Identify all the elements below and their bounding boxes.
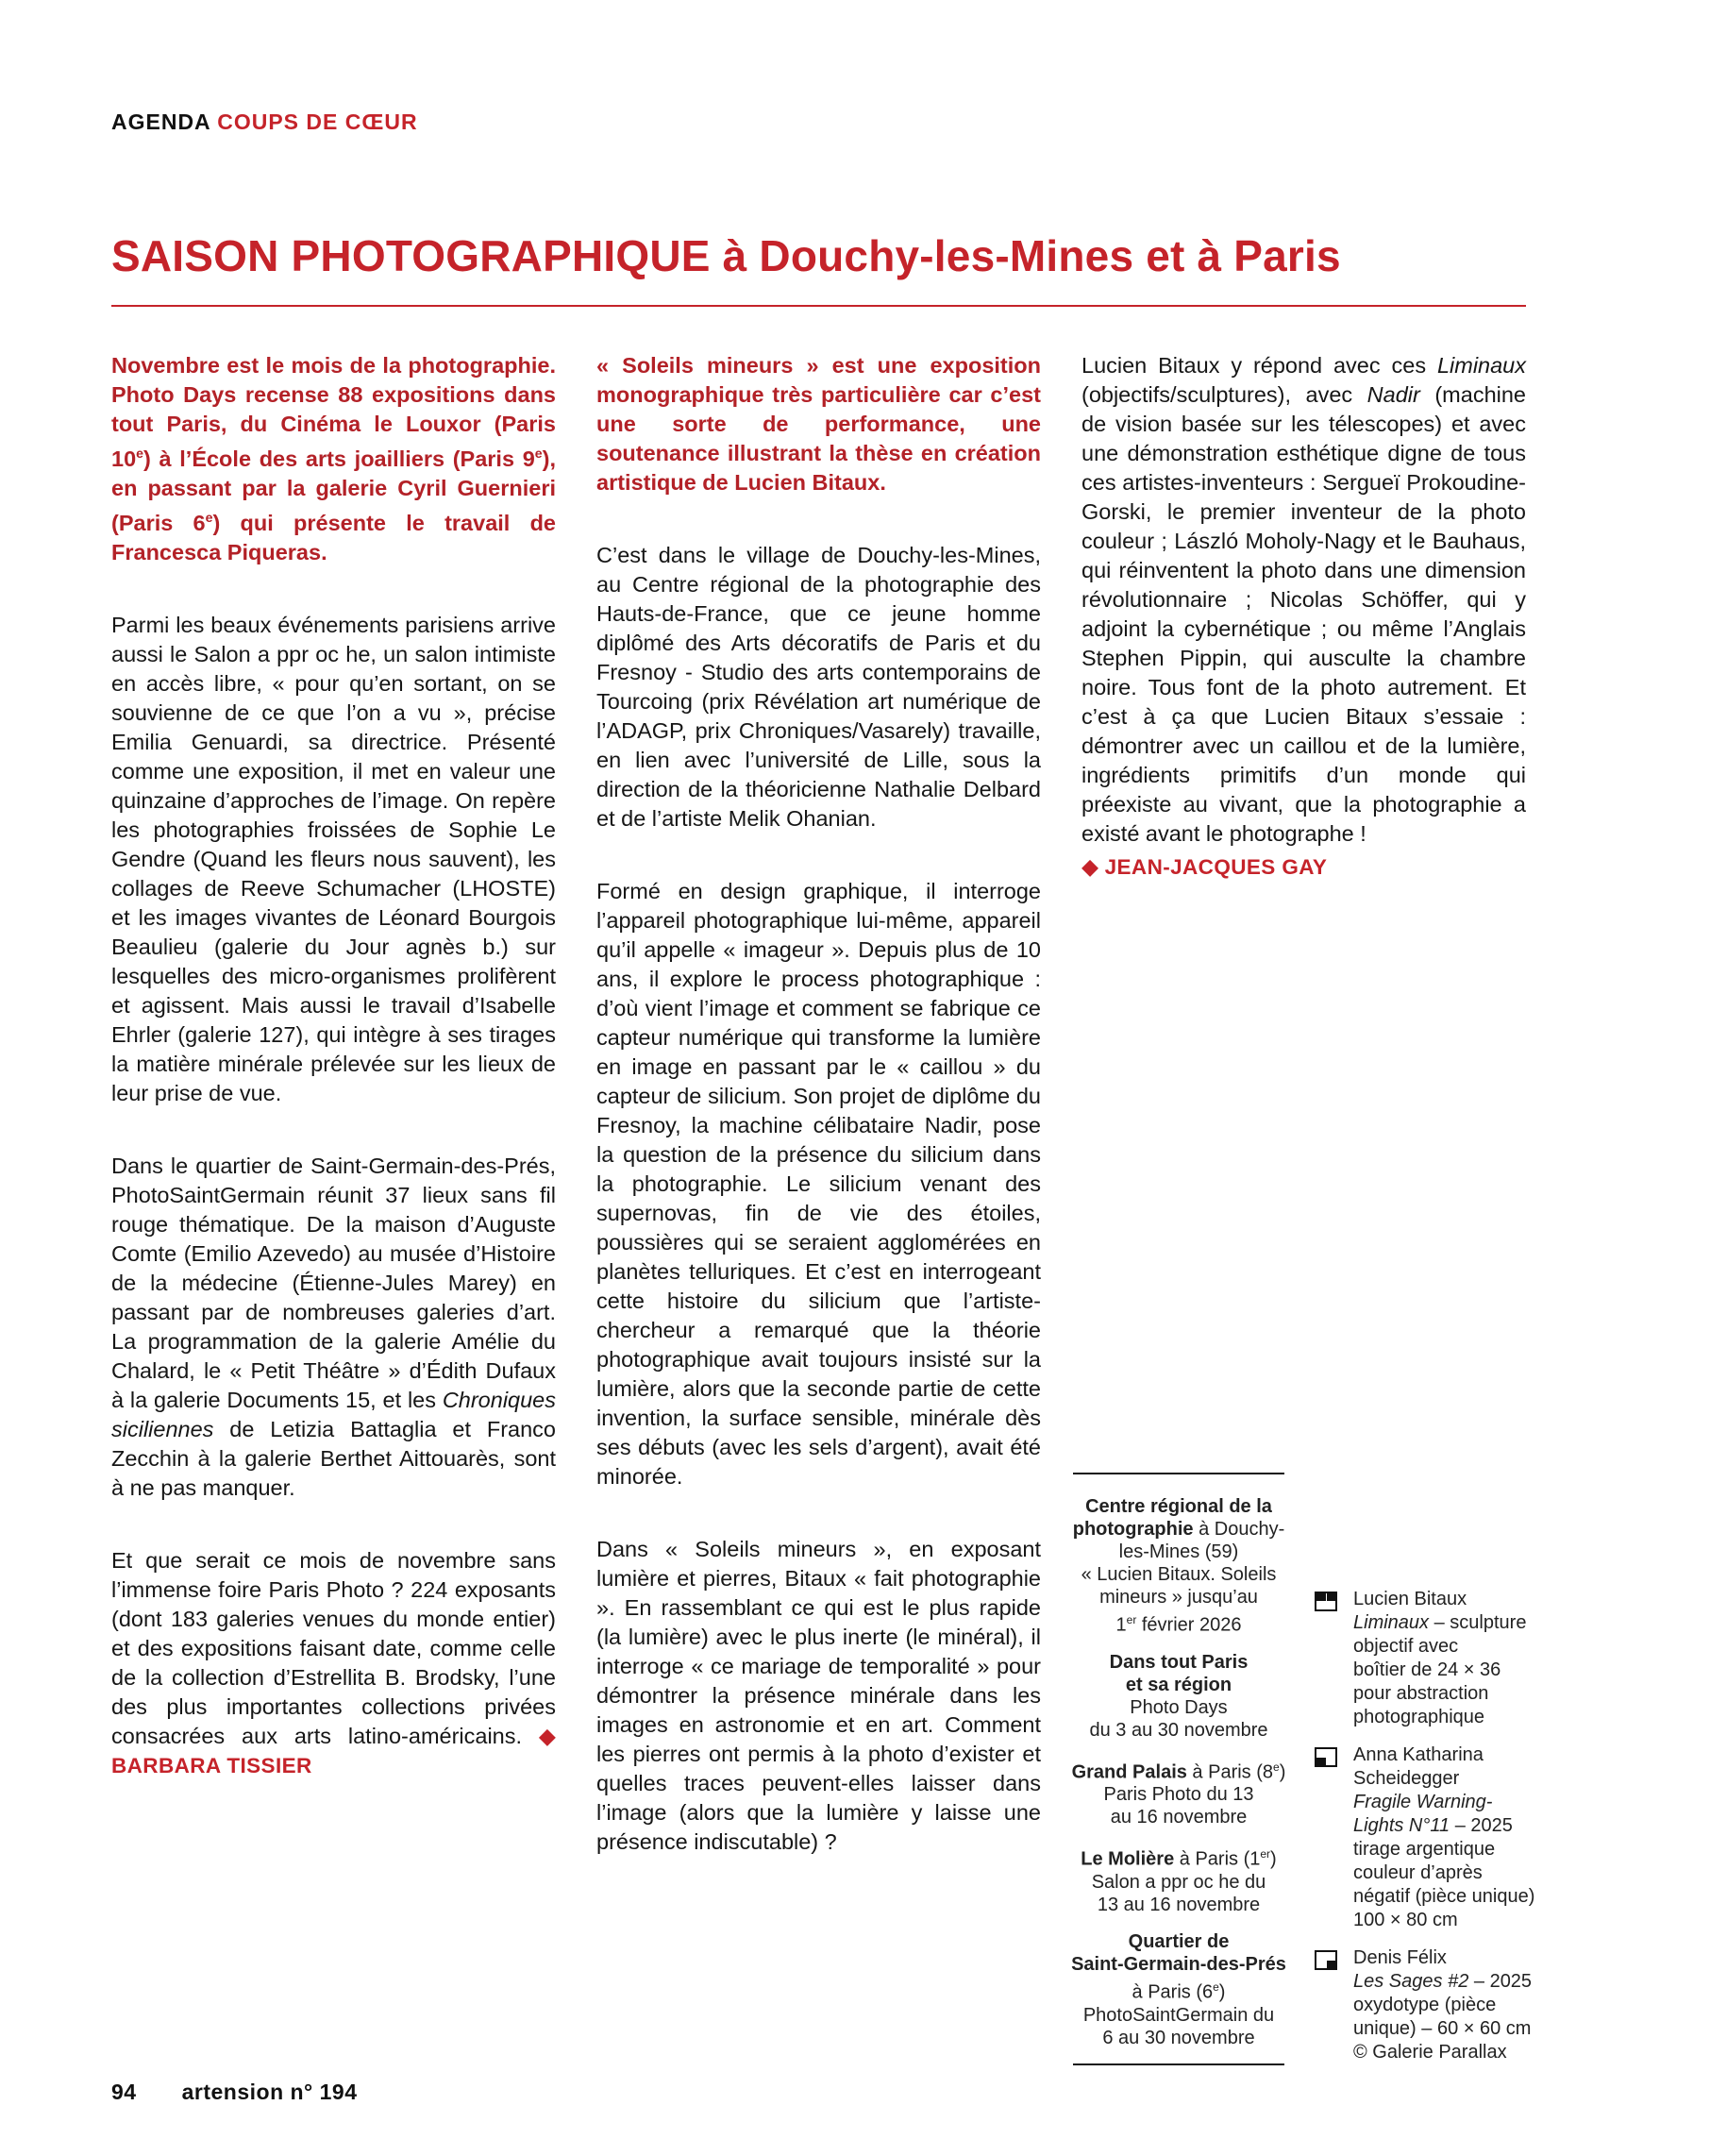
lead-paragraph-1: Novembre est le mois de la photographie. Photo Days recense 88 expositions dans tout Paris, du Cinéma le Louxor (Paris 10e) à l’École des arts joailliers (Paris 9e), en passant par la galerie Cyril Guernieri (Paris 6e) qui présente le travail de Francesca Piqueras. <box>111 353 556 564</box>
author-byline: ◆ JEAN-JACQUES GAY <box>1081 854 1328 879</box>
event-listing: Quartier de Saint-Germain-des-Prés à Paris (6e) PhotoSaintGermain du 6 au 30 novembre <box>1071 1930 1286 2048</box>
lead-paragraph-2: « Soleils mineurs » est une exposition monographique très particulière car c’est une sorte de performance, une soutenance illustrant la thèse en création artistique de Lucien Bitaux. <box>596 353 1041 495</box>
body-paragraph: Formé en design graphique, il interroge l’appareil photographique lui-même, appareil qu’il appelle « imageur ». Depuis plus de 10 ans, il explore le process photographique : d’où vient l’image et comment se fabrique ce capteur numérique qui transforme la lumière en image en passant par le « caillou » du capteur de silicium. Son projet de diplôme du Fresnoy, la machine célibataire Nadir, pose la question de la présence du silicium dans la photographie. Le silicium venant des supernovas, fin de vie des étoiles, poussières qui se seraient agglomérées en planètes telluriques. Et c’est en interrogeant cette histoire du silicium que l’artiste-chercheur a remarqué que la théorie photographique avait toujours insisté sur la lumière, alors que la seconde partie de cette invention, la surface sensible, minérale dès ses débuts (avec les sels d’argent), avait été minorée. <box>596 879 1041 1489</box>
body-paragraph: C’est dans le village de Douchy-les-Mines, au Centre régional de la photographie des Hauts-de-France, que ce jeune homme diplômé des Arts décoratifs de Paris et du Fresnoy - Studio des arts contemporains de Tourcoing (prix Révélation art numérique de l’ADAGP, prix Chroniques/Vasarely) travaille, en lien avec l’université de Lille, sous la direction de la théoricienne Nathalie Delbard et de l’artiste Melik Ohanian. <box>596 543 1041 831</box>
events-box <box>1055 1473 1302 2065</box>
photo-position-icon <box>1315 1747 1337 1767</box>
page-footer <box>111 2080 358 2105</box>
title-rule <box>111 305 1526 307</box>
event-listing: Grand Palais à Paris (8e) Paris Photo du 13 au 16 novembre <box>1071 1760 1286 1828</box>
magazine-issue: artension n° 194 <box>181 2080 358 2104</box>
body-paragraph: Dans le quartier de Saint-Germain-des-Prés, PhotoSaintGermain réunit 37 lieux sans fil rouge thématique. De la maison d’Auguste Comte (Emilio Azevedo) au musée d’Histoire de la médecine (Étienne-Jules Marey) en passant par de nombreuses galeries d’art. La programmation de la galerie Amélie du Chalard, le « Petit Théâtre » d’Édith Dufaux à la galerie Documents 15, et les Chroniques siciliennes de Letizia Battaglia et Franco Zecchin à la galerie Berthet Aittouarès, sont à ne pas manquer. <box>111 1153 556 1500</box>
photo-credits <box>1315 1588 1609 2079</box>
column-2 <box>596 351 1041 1900</box>
photo-credit-item <box>1315 1946 1609 2064</box>
body-paragraph: Dans « Soleils mineurs », en exposant lumière et pierres, Bitaux « fait photographie ». En rassemblant ce qui est le plus rapide (la lumière) avec le plus inerte (le minéral), il interroge « ce mariage de temporalité » pour démontrer la présence minérale dans les images en astronomie et en art. Comment les pierres ont permis à la photo d’exister et quelles traces peuvent-elles laisser dans l’image (alors que la lumière y laisse une présence indiscutable) ? <box>596 1537 1041 1854</box>
photo-credit-text: Lucien Bitaux Liminaux – sculpture objectif avec boîtier de 24 × 36 pour abstraction photographique <box>1353 1589 1527 1727</box>
photo-position-icon <box>1315 1592 1337 1611</box>
body-paragraph: Lucien Bitaux y répond avec ces Liminaux (objectifs/sculptures), avec Nadir (machine de vision basée sur les télescopes) et avec une démonstration esthétique digne de tous ces artistes-inventeurs : Sergueï Prokoudine-Gorski, le premier inventeur de la photo couleur ; László Moholy-Nagy et le Bauhaus, qui réinventent la photo dans une dimension révolutionnaire ; Nicolas Schöffer, qui y adjoint la cybernétique ; ou même l’Anglais Stephen Pippin, qui ausculte la chambre noire. Tous font de la photo autrement. Et c’est à ça que Lucien Bitaux s’essaie : démontrer avec un caillou et de la lumière, ingrédients primitifs d’un monde qui préexiste au vivant, que la photographie a existé avant le photographe ! <box>1081 353 1526 846</box>
event-listing: Le Molière à Paris (1er) Salon a ppr oc he du 13 au 16 novembre <box>1081 1847 1277 1915</box>
kicker-agenda-label: AGENDA <box>111 109 218 134</box>
column-1 <box>111 351 556 1900</box>
kicker-section-label: COUPS DE CŒUR <box>217 109 418 134</box>
photo-credit-item <box>1315 1588 1609 1729</box>
body-paragraph: Parmi les beaux événements parisiens arrive aussi le Salon a ppr oc he, un salon intimiste en accès libre, « pour qu’en sortant, on se souvienne de ce que l’on a vu », précise Emilia Genuardi, sa directrice. Présenté comme une exposition, il met en valeur une quinzaine d’approches de l’image. On repère les photographies froissées de Sophie Le Gendre (Quand les fleurs nous sauvent), les collages de Reeve Schumacher (LHOSTE) et les images vivantes de Léonard Bourgois Beaulieu (galerie du Jour agnès b.) sur lesquelles des micro-organismes prolifèrent et agissent. Mais aussi le travail d’Isabelle Ehrler (galerie 127), qui intègre à ses tirages la matière minérale prélevée sur les lieux de leur prise de vue. <box>111 612 556 1105</box>
photo-credit-text: Anna Katharina Scheidegger Fragile Warning- Lights N°11 – 2025 tirage argentique couleur d’après négatif (pièce unique) 100 × 80 cm <box>1353 1744 1535 1930</box>
article-title: SAISON PHOTOGRAPHIQUE à Douchy-les-Mines et à Paris <box>111 231 1341 280</box>
photo-position-icon <box>1315 1950 1337 1970</box>
events-top-rule <box>1073 1473 1284 1474</box>
page-number: 94 <box>111 2080 137 2104</box>
section-kicker <box>111 109 418 135</box>
event-listing: Dans tout Paris et sa région Photo Days du 3 au 30 novembre <box>1089 1651 1268 1741</box>
photo-credit-item <box>1315 1743 1609 1932</box>
photo-credit-text: Denis Félix Les Sages #2 – 2025 oxydotype (pièce unique) – 60 × 60 cm © Galerie Parallax <box>1353 1947 1533 2063</box>
body-paragraph-with-byline: Et que serait ce mois de novembre sans l’immense foire Paris Photo ? 224 exposants (dont 183 galeries venues du monde entier) et des expositions faisant date, comme celle de la collection d’Estrellita B. Brodsky, l’une des plus importantes collections privées consacrées aux arts latino-américains. ◆ BARBARA TISSIER <box>111 1547 556 1777</box>
events-bottom-rule <box>1073 2063 1284 2065</box>
event-listing: Centre régional de la photographie à Douchy- les-Mines (59) « Lucien Bitaux. Soleils mineurs » jusqu’au 1er février 2026 <box>1072 1496 1285 1636</box>
